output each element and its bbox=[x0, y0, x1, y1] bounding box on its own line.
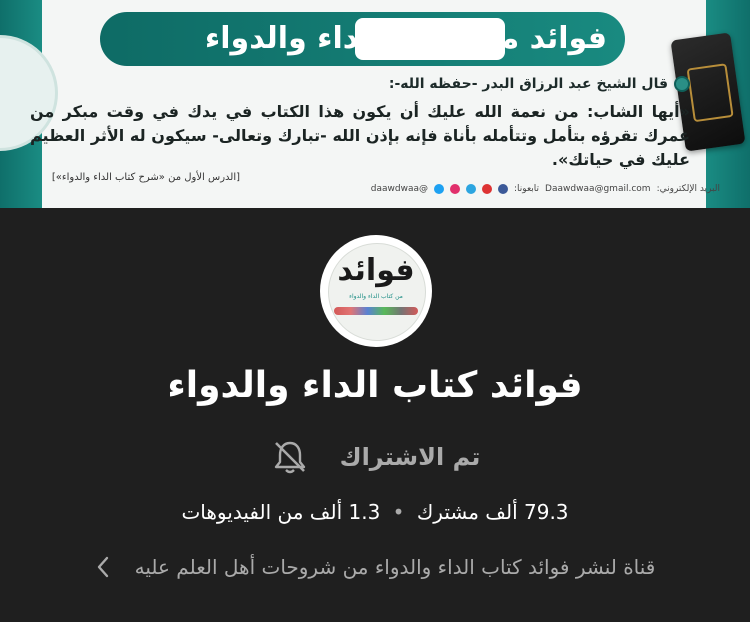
channel-banner bbox=[0, 0, 750, 208]
banner-contact-bar bbox=[200, 180, 720, 198]
bell-off-icon[interactable] bbox=[270, 437, 310, 477]
email-label: البريد الإلكتروني: bbox=[656, 184, 720, 194]
channel-name: فوائد كتاب الداء والدواء bbox=[167, 365, 583, 406]
banner-title-pill bbox=[100, 12, 625, 66]
channel-description: قناة لنشر فوائد كتاب الداء والدواء من شروحات أهل العلم عليه bbox=[134, 555, 656, 579]
description-row[interactable] bbox=[0, 552, 750, 582]
channel-avatar[interactable] bbox=[320, 235, 432, 347]
twitter-icon bbox=[434, 184, 444, 194]
banner-quote-head: قال الشيخ عبد الرزاق البدر -حفظه الله-: bbox=[50, 76, 690, 92]
banner-title: فوائد من كتاب الداء والدواء bbox=[204, 21, 607, 56]
subscription-row bbox=[0, 437, 750, 477]
social-handle: @daawdwaa bbox=[370, 184, 429, 194]
facebook-icon bbox=[498, 184, 508, 194]
avatar-social-strip bbox=[334, 307, 418, 315]
chevron-left-icon[interactable] bbox=[95, 555, 111, 579]
instagram-icon bbox=[450, 184, 460, 194]
telegram-icon bbox=[466, 184, 476, 194]
bullet-icon bbox=[674, 76, 690, 92]
banner-quote-body: «أيها الشاب: من نعمة الله عليك أن يكون هذا الكتاب في يدك في وقت مبكر من عمرك تقرؤه بتأمل وتتأمله بأناة فإنه بإذن الله -تبارك وتعالى- سيكون له الأثر العظيم عليك في حياتك». bbox=[30, 102, 690, 169]
email-address: Daawdwaa@gmail.com bbox=[545, 184, 651, 194]
subscriber-count: 79.3 ألف مشترك bbox=[416, 500, 569, 524]
avatar-logo-text: فوائد bbox=[337, 253, 415, 288]
banner-lesson-source: [الدرس الأول من «شرح كتاب الداء والدواء»] bbox=[51, 172, 240, 183]
avatar-logo-subtitle: من كتاب الداء والدواء bbox=[349, 293, 403, 300]
follow-label: تابعونا: bbox=[514, 184, 540, 194]
youtube-icon bbox=[482, 184, 492, 194]
video-count: 1.3 ألف من الفيديوهات bbox=[181, 500, 381, 524]
channel-stats bbox=[0, 500, 750, 524]
subscribed-status[interactable]: تم الاشتراك bbox=[339, 443, 481, 471]
stats-separator: • bbox=[392, 500, 405, 524]
